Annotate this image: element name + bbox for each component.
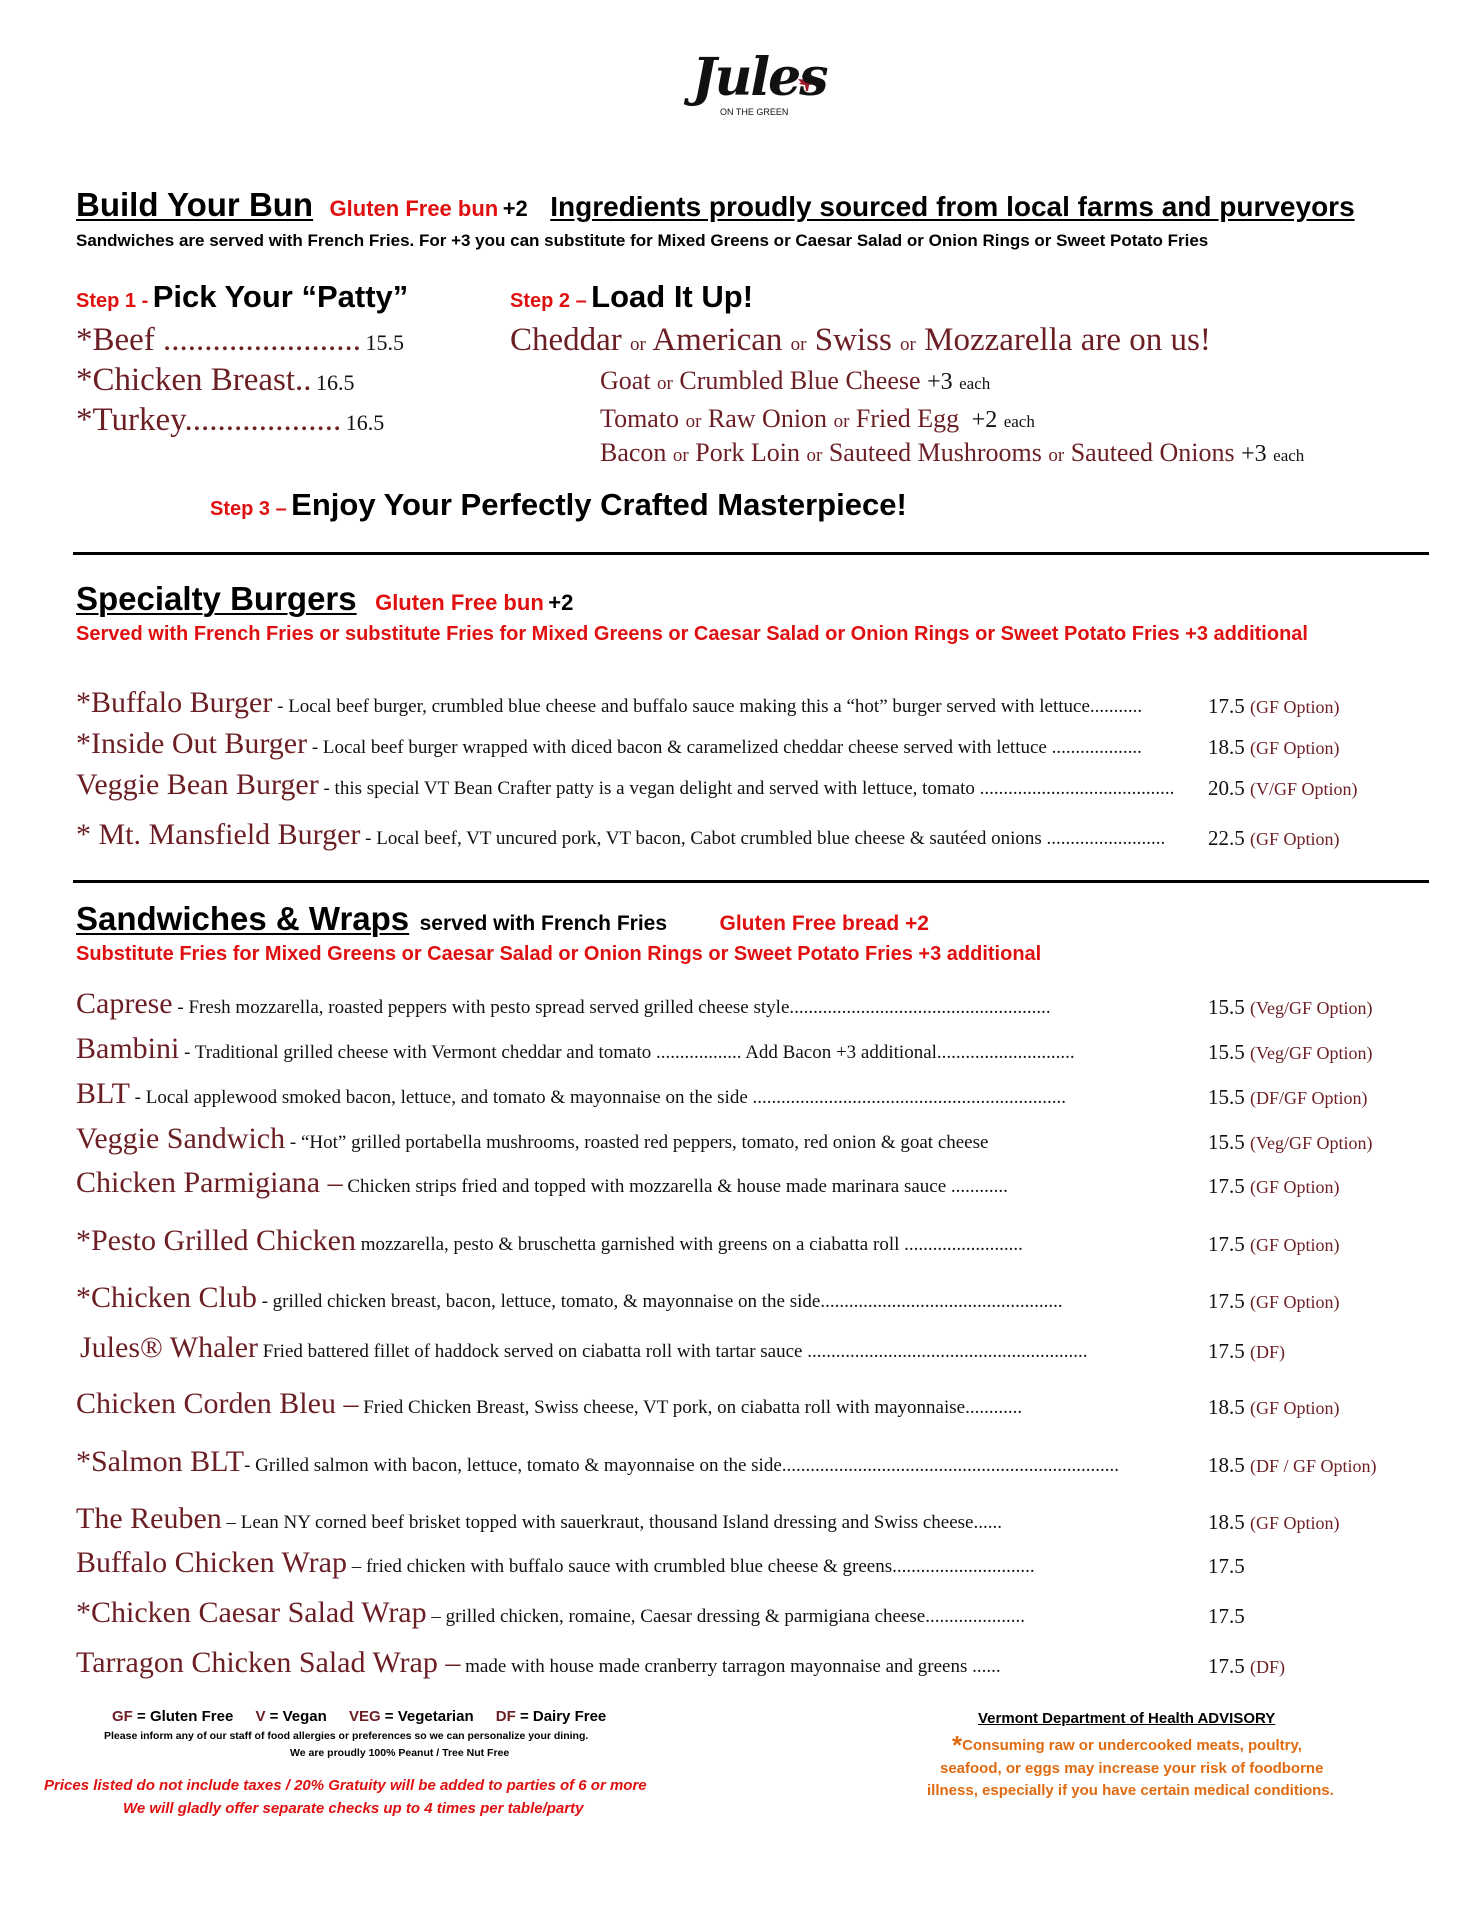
build-gf-label: Gluten Free bun — [329, 196, 499, 221]
item-description: – grilled chicken, romaine, Caesar dressing & parmigiana cheese..................... — [426, 1606, 1025, 1627]
tax-note: Prices listed do not include taxes / 20% Gratuity will be added to parties of 6 or more — [44, 1777, 647, 1794]
item-description: - Traditional grilled cheese with Vermont cheddar and tomato .................. — [179, 1042, 746, 1063]
menu-item: *Pesto Grilled Chicken mozzarella, pesto & bruschetta garnished with greens on a ciabatta roll ......................... — [76, 1224, 1023, 1257]
item-price: 17.5 (DF) — [1208, 1654, 1285, 1678]
item-price: 17.5 (DF) — [1208, 1339, 1285, 1363]
menu-item — [76, 1122, 988, 1156]
patty-item: *Turkey................... 16.5 — [76, 402, 385, 438]
item-name: Inside Out Burger — [91, 727, 308, 760]
sandwich-subtitle: Substitute Fries for Mixed Greens or Caesar Salad or Onion Rings or Sweet Potato Fries +3 additional — [76, 943, 1042, 965]
step2-label: Step 2 – — [510, 290, 587, 312]
build-header-row — [76, 186, 1355, 224]
menu-item: *Salmon BLT- Grilled salmon with bacon, lettuce, tomato & mayonnaise on the side....................................................................... — [76, 1445, 1120, 1478]
item-name: Tarragon Chicken Salad Wrap – — [76, 1646, 461, 1679]
item-name: Buffalo Burger — [91, 686, 273, 719]
build-gf-price: +2 — [502, 196, 528, 221]
menu-item — [76, 1387, 1022, 1421]
menu-item — [76, 1166, 1008, 1200]
advisory-line: illness, especially if you have certain medical conditions. — [927, 1782, 1334, 1799]
item-name: Buffalo Chicken Wrap — [76, 1546, 347, 1579]
item-price: 15.5 (Veg/GF Option) — [1208, 1130, 1373, 1154]
item-name: Bambini — [76, 1032, 180, 1065]
patty-item: *Chicken Breast.. 16.5 — [76, 362, 355, 398]
topping-row: Goat or Crumbled Blue Cheese +3 each — [600, 366, 991, 395]
topping-row: Tomato or Raw Onion or Fried Egg +2 each — [600, 404, 1035, 433]
item-price: 18.5 (GF Option) — [1208, 1510, 1340, 1534]
item-description: Chicken strips fried and topped with mozzarella & house made marinara sauce ............ — [342, 1176, 1008, 1197]
item-description: - Local beef burger wrapped with diced bacon & caramelized cheddar cheese served with lettuce ................... — [307, 737, 1142, 758]
item-description: - Local beef burger, crumbled blue cheese and buffalo sauce making this a “hot” burger served with lettuce........... — [272, 696, 1143, 717]
item-description: Fried Chicken Breast, Swiss cheese, VT pork, on ciabatta roll with mayonnaise............ — [358, 1397, 1023, 1418]
menu-item — [76, 768, 1174, 802]
patty-item: *Beef ........................ 15.5 — [76, 322, 404, 358]
item-description: made with house made cranberry tarragon mayonnaise and greens ...... — [460, 1656, 1001, 1677]
item-description: - this special VT Bean Crafter patty is a vegan delight and served with lettuce, tomato ......................................... — [318, 778, 1175, 799]
item-description: - Local applewood smoked bacon, lettuce, and tomato & mayonnaise on the side .................................................................. — [129, 1087, 1067, 1108]
sandwich-served: served with French Fries — [419, 912, 668, 935]
specialty-header-row — [76, 580, 573, 618]
menu-item: *Inside Out Burger - Local beef burger wrapped with diced bacon & caramelized cheddar cheese served with lettuce ................... — [76, 727, 1142, 760]
item-name: Chicken Caesar Salad Wrap — [91, 1596, 427, 1629]
item-description: - Local beef, VT uncured pork, VT bacon, Cabot crumbled blue cheese & sautéed onions ......................... — [360, 828, 1166, 849]
item-price: 15.5 (Veg/GF Option) — [1208, 1040, 1373, 1064]
item-name: Pesto Grilled Chicken — [91, 1224, 356, 1257]
item-price: 17.5 (GF Option) — [1208, 1289, 1340, 1313]
item-price: 15.5 (Veg/GF Option) — [1208, 995, 1373, 1019]
step1-title: Pick Your “Patty” — [152, 279, 409, 314]
item-description: Fried battered fillet of haddock served on ciabatta roll with tartar sauce ........................................................... — [258, 1341, 1088, 1362]
advisory-title: Vermont Department of Health ADVISORY — [978, 1710, 1276, 1727]
item-description: - Fresh mozzarella, roasted peppers with pesto spread served grilled cheese style....................................................... — [172, 997, 1051, 1018]
item-description: mozzarella, pesto & bruschetta garnished with greens on a ciabatta roll ......................... — [355, 1234, 1023, 1255]
item-price: 17.5 (GF Option) — [1208, 694, 1340, 718]
item-price: 15.5 (DF/GF Option) — [1208, 1085, 1368, 1109]
build-tagline: Ingredients proudly sourced from local farms and purveyors — [550, 191, 1355, 222]
menu-item — [76, 1032, 1075, 1066]
item-name: Veggie Bean Burger — [76, 768, 319, 801]
patty-list — [76, 322, 404, 442]
item-description: – Lean NY corned beef brisket topped with sauerkraut, thousand Island dressing and Swiss cheese...... — [221, 1512, 1002, 1533]
topping-row: Bacon or Pork Loin or Sauteed Mushrooms or Sauteed Onions +3 each — [600, 438, 1305, 467]
logo-wordmark: Jules — [692, 47, 827, 108]
menu-item — [76, 1502, 1002, 1536]
specialty-subtitle: Served with French Fries or substitute Fries for Mixed Greens or Caesar Salad or Onion Rings or Sweet Potato Fries +3 additional — [76, 623, 1308, 645]
item-name: Jules® Whaler — [80, 1331, 259, 1364]
item-name: Chicken Club — [91, 1281, 257, 1314]
item-description: – fried chicken with buffalo sauce with crumbled blue cheese & greens.............................. — [346, 1556, 1035, 1577]
item-name: Caprese — [76, 987, 173, 1020]
menu-item — [80, 1331, 1087, 1365]
step2-title: Load It Up! — [591, 279, 754, 314]
advisory-line: seafood, or eggs may increase your risk of foodborne — [940, 1760, 1324, 1777]
item-price: 17.5 — [1208, 1554, 1245, 1578]
menu-item — [76, 1546, 1035, 1580]
menu-item: *Chicken Club - grilled chicken breast, bacon, lettuce, tomato, & mayonnaise on the side................................................... — [76, 1281, 1063, 1314]
checks-note: We will gladly offer separate checks up to 4 times per table/party — [123, 1800, 584, 1817]
item-price: 17.5 (GF Option) — [1208, 1174, 1340, 1198]
item-price: 18.5 (DF / GF Option) — [1208, 1453, 1377, 1477]
item-price: 17.5 — [1208, 1604, 1245, 1628]
specialty-gf-price: +2 — [548, 590, 574, 615]
menu-item — [76, 1646, 1001, 1680]
menu-item — [76, 987, 1051, 1021]
item-name: BLT — [76, 1077, 130, 1110]
sandwich-gf-label: Gluten Free bread +2 — [719, 912, 929, 935]
item-description: - “Hot” grilled portabella mushrooms, roasted red peppers, tomato, red onion & goat cheese — [285, 1132, 989, 1153]
sandwich-header-row — [76, 900, 929, 938]
advisory-star: * — [952, 1730, 963, 1760]
allergy-note: Please inform any of our staff of food allergies or preferences so we can personalize your dining. — [104, 1730, 589, 1742]
peanut-note: We are proudly 100% Peanut / Tree Nut Free — [290, 1747, 510, 1759]
step1-label: Step 1 - — [76, 290, 149, 312]
section-divider — [73, 880, 1429, 883]
item-price: 22.5 (GF Option) — [1208, 826, 1340, 850]
menu-item: *Chicken Caesar Salad Wrap – grilled chicken, romaine, Caesar dressing & parmigiana cheese..................... — [76, 1596, 1025, 1629]
build-title: Build Your Bun — [76, 186, 314, 223]
logo-subtext: ON THE GREEN — [720, 107, 789, 117]
menu-item — [76, 1077, 1066, 1111]
item-extra: Add Bacon +3 additional............................. — [745, 1042, 1075, 1063]
cheese-line: Cheddar or American or Swiss or Mozzarella are on us! — [510, 322, 1211, 358]
item-name: Chicken Parmigiana – — [76, 1166, 343, 1199]
sandwich-title: Sandwiches & Wraps — [76, 900, 410, 937]
logo — [680, 45, 827, 145]
item-price: 20.5 (V/GF Option) — [1208, 776, 1358, 800]
item-name: The Reuben — [76, 1502, 222, 1535]
step2-heading — [510, 279, 753, 315]
step3-heading — [210, 487, 907, 523]
menu-item: *Buffalo Burger - Local beef burger, crumbled blue cheese and buffalo sauce making this a “hot” burger served with lettuce........... — [76, 686, 1143, 719]
item-price: 18.5 (GF Option) — [1208, 735, 1340, 759]
step3-label: Step 3 – — [210, 498, 287, 520]
item-name: Chicken Corden Bleu – — [76, 1387, 359, 1420]
menu-item: * Mt. Mansfield Burger - Local beef, VT uncured pork, VT bacon, Cabot crumbled blue cheese & sautéed onions ......................... — [76, 818, 1166, 851]
item-description: - grilled chicken breast, bacon, lettuce, tomato, & mayonnaise on the side................................................... — [256, 1291, 1063, 1312]
diet-legend: GF = Gluten Free V = Vegan VEG = Vegetarian DF = Dairy Free — [112, 1708, 607, 1725]
item-price: 17.5 (GF Option) — [1208, 1232, 1340, 1256]
item-price: 18.5 (GF Option) — [1208, 1395, 1340, 1419]
build-subtitle: Sandwiches are served with French Fries. For +3 you can substitute for Mixed Greens or Caesar Salad or Onion Rings or Sweet Potato Fries — [76, 231, 1209, 250]
item-name: Salmon BLT — [91, 1445, 245, 1478]
item-name: Veggie Sandwich — [76, 1122, 286, 1155]
section-divider — [73, 552, 1429, 555]
item-description: - Grilled salmon with bacon, lettuce, tomato & mayonnaise on the side....................................................................... — [244, 1455, 1120, 1476]
specialty-gf-label: Gluten Free bun — [375, 590, 544, 615]
specialty-title: Specialty Burgers — [76, 580, 357, 617]
step1-heading — [76, 279, 408, 315]
item-name: Mt. Mansfield Burger — [98, 818, 361, 851]
advisory-line: *Consuming raw or undercooked meats, poultry, — [952, 1730, 1302, 1760]
step3-title: Enjoy Your Perfectly Crafted Masterpiece! — [291, 487, 907, 522]
